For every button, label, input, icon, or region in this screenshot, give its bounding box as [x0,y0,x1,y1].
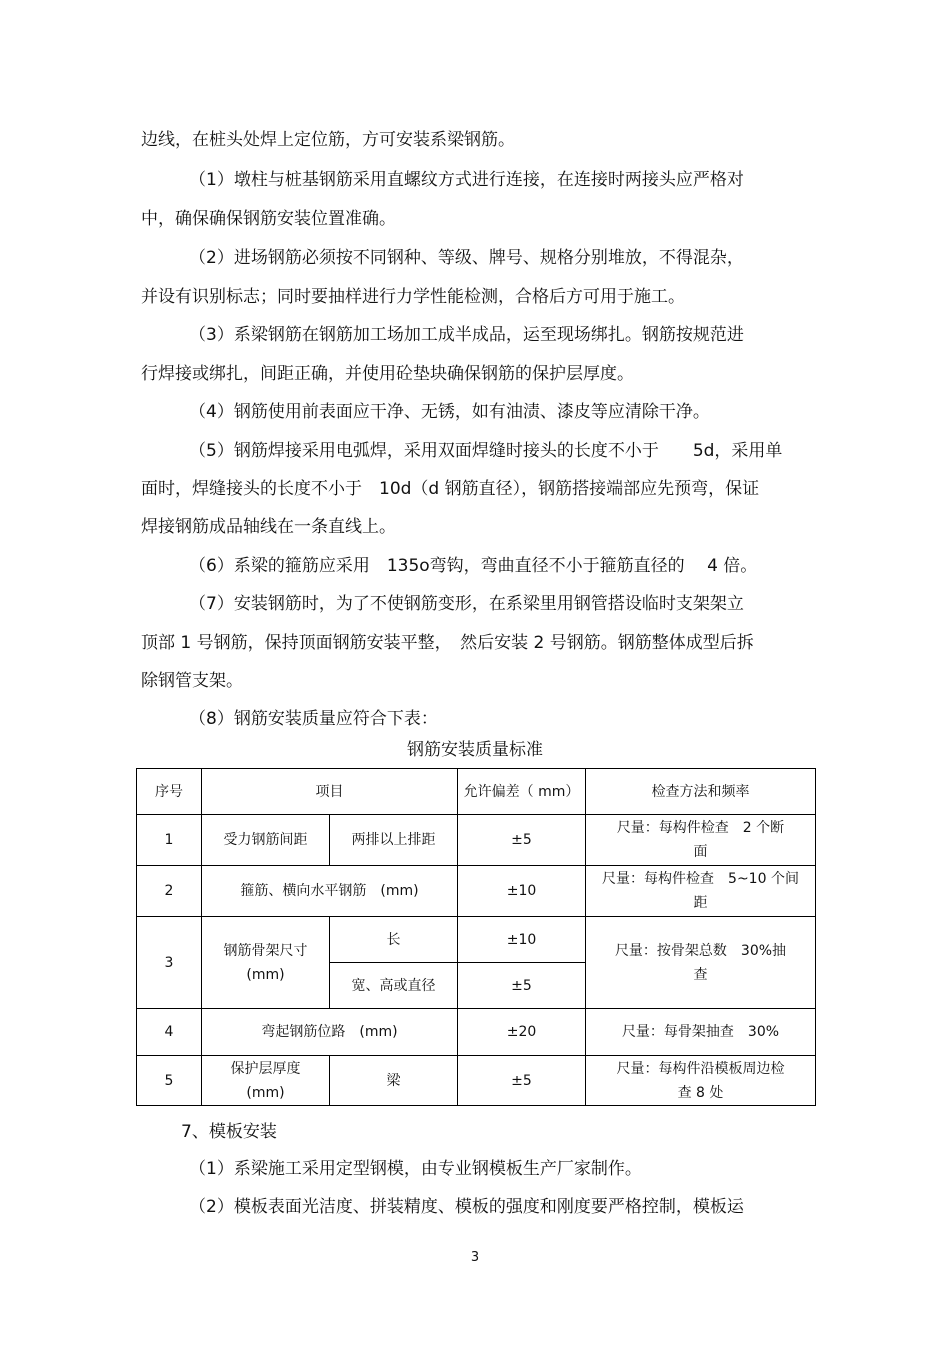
cell-method: 尺量：每构件检查 2 个断 面 [586,815,816,866]
table-row [137,917,816,963]
cell-no: 4 [137,1009,202,1056]
cell-subitem: 长 [330,917,458,963]
section-heading: 7、模板安装 [181,1122,277,1142]
paragraph-line: （8）钢筋安装质量应符合下表： [189,709,438,729]
paragraph-line: （6）系梁的箍筋应采用 135o弯钩，弯曲直径不小于箍筋直径的 4 倍。 [189,556,758,576]
cell-method: 尺量：每构件检查 5~10 个间 距 [586,866,816,917]
paragraph-line: （3）系梁钢筋在钢筋加工场加工成半成品，运至现场绑扎。钢筋按规范进 [189,325,744,345]
cell-item: 保护层厚度 (mm) [202,1056,330,1106]
paragraph-line: （4）钢筋使用前表面应干净、无锈，如有油渍、漆皮等应清除干净。 [189,402,710,422]
table-row [137,815,816,866]
paragraph-line: 并设有识别标志；同时要抽样进行力学性能检测，合格后方可用于施工。 [141,287,685,307]
cell-item: 受力钢筋间距 [202,815,330,866]
cell-tolerance: ±5 [458,1056,586,1106]
cell-item: 钢筋骨架尺寸 (mm) [202,917,330,1009]
cell-no: 1 [137,815,202,866]
cell-item: 箍筋、横向水平钢筋 (mm) [202,866,458,917]
cell-subitem: 宽、高或直径 [330,963,458,1009]
table-header-row [137,769,816,815]
cell-subitem: 两排以上排距 [330,815,458,866]
paragraph-line: （2）模板表面光洁度、拼装精度、模板的强度和刚度要严格控制，模板运 [189,1197,744,1217]
table-caption: 钢筋安装质量标准 [407,740,543,760]
paragraph-line: 行焊接或绑扎，间距正确，并使用砼垫块确保钢筋的保护层厚度。 [141,364,634,384]
header-method: 检查方法和频率 [586,769,816,815]
paragraph-line: 面时，焊缝接头的长度不小于 10d（d 钢筋直径），钢筋搭接端部应先预弯，保证 [141,479,760,499]
page-number: 3 [470,1250,480,1265]
header-no: 序号 [137,769,202,815]
cell-tolerance: ±5 [458,815,586,866]
cell-method: 尺量：每构件沿模板周边检 查 8 处 [586,1056,816,1106]
paragraph-line: （1）墩柱与桩基钢筋采用直螺纹方式进行连接，在连接时两接头应严格对 [189,170,744,190]
table-row [137,1009,816,1056]
cell-no: 5 [137,1056,202,1106]
cell-no: 3 [137,917,202,1009]
cell-item: 弯起钢筋位路 (mm) [202,1009,458,1056]
table-row [137,866,816,917]
header-tolerance: 允许偏差（ mm） [458,769,586,815]
paragraph-line: （7）安装钢筋时，为了不使钢筋变形，在系梁里用钢管搭设临时支架架立 [189,594,744,614]
cell-tolerance: ±10 [458,917,586,963]
quality-table [136,768,816,1106]
paragraph-line: 中，确保确保钢筋安装位置准确。 [141,209,396,229]
header-item: 项目 [202,769,458,815]
cell-tolerance: ±5 [458,963,586,1009]
cell-tolerance: ±20 [458,1009,586,1056]
cell-no: 2 [137,866,202,917]
cell-tolerance: ±10 [458,866,586,917]
cell-method: 尺量：按骨架总数 30%抽 查 [586,917,816,1009]
paragraph-line: 除钢管支架。 [141,671,243,691]
paragraph-line: 边线，在桩头处焊上定位筋，方可安装系梁钢筋。 [141,130,515,150]
paragraph-line: 焊接钢筋成品轴线在一条直线上。 [141,517,396,537]
cell-subitem: 梁 [330,1056,458,1106]
cell-method: 尺量：每骨架抽查 30% [586,1009,816,1056]
paragraph-line: 顶部 1 号钢筋，保持顶面钢筋安装平整， 然后安装 2 号钢筋。钢筋整体成型后拆 [141,633,754,653]
table-row [137,1056,816,1106]
paragraph-line: （1）系梁施工采用定型钢模，由专业钢模板生产厂家制作。 [189,1159,642,1179]
paragraph-line: （2）进场钢筋必须按不同钢种、等级、牌号、规格分别堆放，不得混杂， [189,248,744,268]
paragraph-line: （5）钢筋焊接采用电弧焊，采用双面焊缝时接头的长度不小于 5d，采用单 [189,441,783,461]
